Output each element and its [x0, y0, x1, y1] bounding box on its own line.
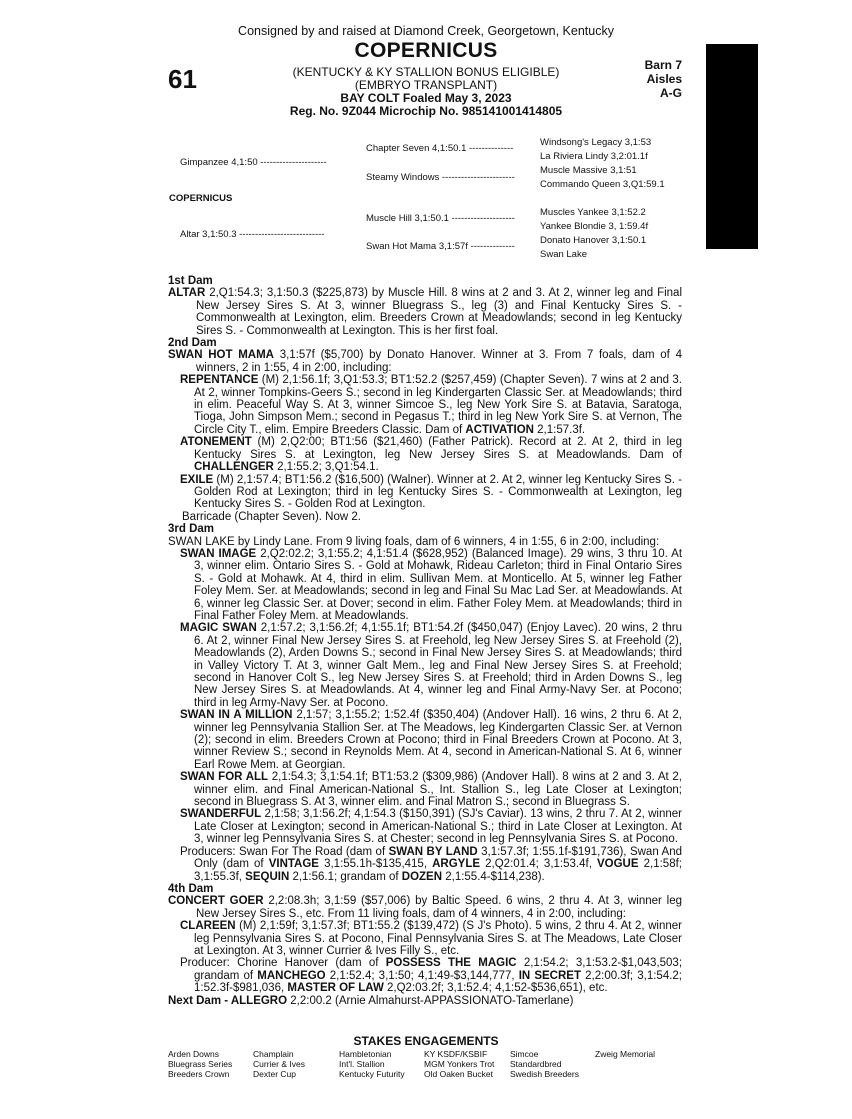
pedigree-dam: Altar 3,1:50.3 --------------------------- — [180, 229, 325, 240]
producer-text-c: 2,1:52.4; 3,1:50; 4,1:49-$3,144,777, — [325, 969, 519, 982]
stakes-item: Kentucky Futurity — [339, 1069, 405, 1080]
producer-text-d: 2,2:00.3f; 3,1:54.2; 1:52.3f-$981,036, — [194, 969, 682, 995]
pedigree-g3-4: Commando Queen 3,Q1:59.1 — [540, 179, 665, 190]
stakes-item: Breeders Crown — [168, 1069, 230, 1080]
swanderful-text: 2,1:58; 3,1:56.2f; 4,1:54.3 ($150,391) (SJ's Caviar). 13 wins, 2 thru 7. At 2, winner Late Closer at Lexington; second in American-National S.; third in Late Closer at Lexington. At 3, winner leg Pennsylvania Sires S. at Chester; second in leg Pennsylvania Sires S. at Pocono. — [194, 808, 682, 846]
stakes-item: KY KSDF/KSBIF — [424, 1049, 488, 1059]
atonement-name: ATONEMENT — [180, 436, 252, 449]
stakes-column-5 — [510, 1049, 579, 1080]
exile-name: EXILE — [180, 473, 214, 486]
produce-swanderful — [168, 808, 682, 845]
stakes-column-3 — [339, 1049, 405, 1080]
producers-text-c: 3,1:55.1h-$135,415, — [318, 858, 433, 871]
pedigree-dam-dam: Swan Hot Mama 3,1:57f -------------- — [366, 241, 515, 252]
second-dam-name: SWAN HOT MAMA — [168, 349, 274, 362]
master-of-law-name: MASTER OF LAW — [287, 982, 384, 995]
dozen-name: DOZEN — [401, 870, 443, 883]
producers-text-g: 2,1:55.4-$114,238). — [442, 870, 545, 883]
swan-for-all-text: 2,1:54.3; 3,1:54.1f; BT1:53.2 ($309,986) (Andover Hall). 8 wins at 2 and 3. At 2, winner elim. and Final American-National S., Int. Stallion S., leg Late Closer at Lexington; second in Bluegrass S. At 3, winner elim. and Final Matron S.; second in Bluegrass S. — [194, 771, 682, 809]
produce-magic-swan — [168, 622, 682, 709]
stakes-item: Int'l. Stallion — [339, 1059, 385, 1070]
barn-location — [620, 58, 682, 100]
stakes-engagements-title: STAKES ENGAGEMENTS — [353, 1034, 499, 1048]
pedigree-dam-sire: Muscle Hill 3,1:50.1 -------------------- — [366, 213, 515, 224]
catalog-body — [168, 275, 682, 1007]
stakes-item: Champlain — [253, 1049, 294, 1059]
stakes-item: Simcoe — [510, 1049, 539, 1059]
registration-line: Reg. No. 9Z044 Microchip No. 985141001414805 — [289, 104, 563, 118]
pedigree-sire-dam: Steamy Windows ----------------------- — [366, 172, 515, 183]
repentance-name: REPENTANCE — [180, 374, 259, 387]
stakes-column-1 — [168, 1049, 232, 1080]
aisles-range-line: A-G — [660, 86, 682, 100]
next-dam-line — [168, 995, 682, 1007]
clareen-name: CLAREEN — [180, 920, 236, 933]
next-dam-text: 2,2:00.2 (Arnie Almahurst-APPASSIONATO-Tamerlane) — [287, 994, 574, 1007]
hip-number: 61 — [168, 64, 197, 94]
stakes-item: Dexter Cup — [253, 1069, 296, 1080]
swanderful-name: SWANDERFUL — [180, 808, 262, 821]
swan-image-name: SWAN IMAGE — [180, 547, 257, 560]
swan-by-land-name: SWAN BY LAND — [388, 845, 478, 858]
vintage-name: VINTAGE — [268, 858, 319, 871]
swan-in-a-million-text: 2,1:57; 3,1:55.2; 1:52.4f ($350,404) (Andover Hall). 16 wins, 2 thru 6. At 2, winner leg Pennsylvania Stallion Ser. at The Meadows, leg Kindergarten Classic Ser. at Vernon (2); second in elim. Breeders Crown at Pocono; third in Final Breeders Crown at Pocono. At 3, winner Review S.; second in Reynolds Mem. At 4, second in American-National S. At 6, winner Earl Rowe Mem. at Georgian. — [194, 709, 682, 771]
redacted-block — [706, 44, 758, 249]
produce-exile — [168, 474, 682, 511]
produce-repentance — [168, 374, 682, 436]
possess-the-magic-name: POSSESS THE MAGIC — [385, 957, 517, 970]
stakes-item: Arden Downs — [168, 1049, 220, 1059]
produce-atonement — [168, 436, 682, 473]
second-dam-heading: 2nd Dam — [168, 337, 217, 350]
pedigree-sire-sire: Chapter Seven 4,1:50.1 -------------- — [366, 143, 514, 154]
pedigree-g3-6: Yankee Blondie 3, 1:59.4f — [540, 221, 649, 232]
fourth-dam-heading: 4th Dam — [168, 882, 214, 895]
embryo-line: (EMBRYO TRANSPLANT) — [354, 78, 498, 92]
producers-text-b: 3,1:57.3f; 1:55.1f-$191,736), Swan And Only (dam of — [194, 845, 682, 871]
produce-swan-for-all — [168, 771, 682, 808]
atonement-text: (M) 2,Q2:00; BT1:56 ($21,460) (Father Patrick). Record at 2. At 2, third in leg Kentucky Sires S. at Lexington, leg New Jersey Sires S. at Meadowlands. Dam of — [194, 436, 682, 461]
pedigree-g3-2: La Riviera Lindy 3,2:01.1f — [540, 151, 648, 162]
aisles-line: Aisles — [646, 72, 682, 86]
magic-swan-text: 2,1:57.2; 3,1:56.2f; 4,1:55.1f; BT1:54.2f ($450,047) (Enjoy Lavec). 20 wins, 2 thru 6. At 2, winner Final New Jersey Sires S. at Freehold, leg New Jersey Sires S. at Freehold (2), Meadowlands (2), Arden Downs S.; second in Final New Jersey Sires S. at Meadowlands; third in Valley Victory T. At 3, winner Galt Mem., leg and Final New Jersey Sires S. at Freehold; second in Hanover Colt S., leg New Jersey Sires S. at Freehold; third in Arden Downs S., leg New Jersey Sires S. at Meadowlands. At 4, winner leg and Final Army-Navy Ser. at Pocono; third in leg Army-Navy Ser. at Pocono. — [194, 622, 682, 709]
stakes-item: Old Oaken Bucket — [424, 1069, 493, 1080]
next-dam-label: Next Dam - ALLEGRO — [168, 994, 288, 1007]
fourth-dam-entry — [168, 895, 682, 920]
first-dam-entry — [168, 287, 682, 337]
stakes-item: Hambletonian — [339, 1049, 392, 1059]
producer-text-b: 2,1:54.2; 3,1:53.2-$1,043,503; grandam of — [194, 957, 683, 982]
swan-for-all-name: SWAN FOR ALL — [180, 771, 269, 784]
producer-text-e: 2,Q2:03.2f; 3,1:52.4; 4,1:52-$536,651), etc. — [383, 982, 608, 995]
pedigree-sire: Gimpanzee 4,1:50 --------------------- — [180, 157, 327, 168]
third-dam-producers — [168, 846, 682, 883]
clareen-text: (M) 2,1:59f; 3,1:57.3f; BT1:55.2 ($139,472) (S J's Photo). 5 wins, 2 thru 4. At 2, winner leg Pennsylvania Sires S. at Pocono, Final Pennsylvania Sires S. at The Meadows, Late Closer at Lexington. At 3, winner Currier & Ives Filly S., etc. — [194, 920, 682, 957]
activation-name: ACTIVATION — [465, 423, 534, 436]
pedigree-g3-8: Swan Lake — [540, 249, 588, 260]
second-dam-entry — [168, 349, 682, 374]
stakes-item: MGM Yonkers Trot — [424, 1059, 495, 1070]
consignor-line: Consigned by and raised at Diamond Creek, Georgetown, Kentucky — [238, 24, 614, 38]
stakes-column-4 — [424, 1049, 494, 1080]
foaled-line: BAY COLT Foaled May 3, 2023 — [340, 91, 512, 105]
sequin-name: SEQUIN — [245, 870, 290, 883]
argyle-name: ARGYLE — [432, 858, 481, 871]
producers-text-f: 2,1:56.1; grandam of — [289, 870, 402, 883]
repentance-text: (M) 2,1:56.1f; 3,Q1:53.3; BT1:52.2 ($257,459) (Chapter Seven). 7 wins at 2 and 3. At 2, winner Tompkins-Geers S.; second in leg Kindergarten Classic Ser. at Meadowlands; third in elim. Peaceful Way S. At 3, winner Simcoe S., leg New York Sire S. at Batavia, Saratoga, Tioga, John Simpson Mem.; second in Pegasus T.; third in leg New York Sire S. at Vernon, The Circle City T., elim. Empire Breeders Classic. Dam of — [194, 374, 682, 436]
stakes-item: Currier & Ives — [253, 1059, 305, 1070]
barn-line: Barn 7 — [644, 58, 682, 72]
stakes-item: Bluegrass Series — [168, 1059, 233, 1070]
magic-swan-name: MAGIC SWAN — [180, 622, 257, 635]
first-dam-name: ALTAR — [168, 287, 206, 300]
produce-swan-image — [168, 548, 682, 622]
pedigree-g3-1: Windsong's Legacy 3,1:53 — [540, 137, 652, 148]
stakes-item: Swedish Breeders — [510, 1069, 579, 1080]
stakes-item: Zweig Memorial — [595, 1049, 655, 1059]
manchego-name: MANCHEGO — [257, 969, 326, 982]
eligibility-line: (KENTUCKY & KY STALLION BONUS ELIGIBLE) — [292, 65, 560, 79]
vogue-name: VOGUE — [596, 858, 639, 871]
exile-text: (M) 2,1:57.4; BT1:56.2 ($16,500) (Walner). Winner at 2. At 2, winner leg Kentucky Sires S. - Golden Rod at Lexington; third in leg Kentucky Sires S. - Commonwealth at Lexington, leg Kentucky Sires S. - Golden Rod at Lexington. — [194, 473, 682, 511]
pedigree-g3-3: Muscle Massive 3,1:51 — [540, 165, 637, 176]
produce-clareen — [168, 920, 682, 957]
challenger-text: 2,1:55.2; 3,Q1:54.1. — [273, 461, 379, 474]
third-dam-heading: 3rd Dam — [168, 523, 215, 536]
concert-goer-name: CONCERT GOER — [168, 895, 264, 908]
producers-text-d: 2,Q2:01.4; 3,1:53.4f, — [480, 858, 597, 871]
pedigree-g3-5: Muscles Yankee 3,1:52.2 — [540, 207, 646, 218]
activation-text: 2,1:57.3f. — [533, 423, 586, 436]
stakes-item: Standardbred — [510, 1059, 562, 1070]
third-dam-entry: SWAN LAKE by Lindy Lane. From 9 living foals, dam of 6 winners, 4 in 1:55, 6 in 2:00, including: — [168, 535, 660, 548]
fourth-dam-producer — [168, 957, 682, 994]
in-secret-name: IN SECRET — [518, 969, 581, 982]
challenger-name: CHALLENGER — [194, 461, 274, 474]
produce-swan-in-a-million — [168, 709, 682, 771]
pedigree-g3-7: Donato Hanover 3,1:50.1 — [540, 235, 647, 246]
stakes-column-2 — [253, 1049, 305, 1080]
first-dam-text: 2,Q1:54.3; 3,1:50.3 ($225,873) by Muscle Hill. 8 wins at 2 and 3. At 2, winner leg and Final New Jersey Sires S. At 3, winner Bluegrass S., leg (3) and Final Kentucky Sires S. - Commonwealth at Lexington, elim. Breeders Crown at Meadowlands; second in leg Kentucky Sires S. - Commonwealth at Lexington. This is her first foal. — [196, 287, 682, 337]
producers-text-a: Producers: Swan For The Road (dam of — [180, 845, 389, 858]
horse-name: COPERNICUS — [354, 39, 498, 62]
producers-text-e: 2,1:58f; 3,1:55.3f, — [194, 858, 682, 883]
second-dam-text: 3,1:57f ($5,700) by Donato Hanover. Winner at 3. From 7 foals, dam of 4 winners, 2 in 1:55, 4 in 2:00, including: — [196, 349, 682, 374]
swan-image-text: 2,Q2:02.2; 3,1:55.2; 4,1:51.4 ($628,952) (Balanced Image). 29 wins, 3 thru 10. At 3, winner elim. Ontario Sires S. - Gold at Mohawk, Rideau Carleton; third in Final Ontario Sires S. - Gold at Mohawk. At 4, third in elim. Sullivan Mem. at Monticello. At 5, winner leg Father Foley Mem. Ser. at Meadowlands; second in leg and Final Su Mac Lad Ser. at Meadowlands. At 6, winner leg Classic Ser. at Dover; second in elim. Father Foley Mem. at Meadowlands; third in Final Father Foley Mem. at Meadowlands. — [194, 547, 683, 622]
stakes-column-6 — [595, 1049, 655, 1059]
concert-goer-text: 2,2:08.3h; 3,1:59 ($57,006) by Baltic Speed. 6 wins, 2 thru 4. At 3, winner leg New Jersey Sires S., etc. From 11 living foals, dam of 4 winners, 4 in 2:00, including: — [196, 895, 682, 920]
produce-barricade: Barricade (Chapter Seven). Now 2. — [182, 510, 361, 523]
producer-text-a: Producer: Chorine Hanover (dam of — [180, 957, 386, 970]
pedigree-subject: COPERNICUS — [169, 193, 233, 204]
first-dam-heading: 1st Dam — [168, 275, 213, 287]
swan-in-a-million-name: SWAN IN A MILLION — [180, 709, 293, 722]
